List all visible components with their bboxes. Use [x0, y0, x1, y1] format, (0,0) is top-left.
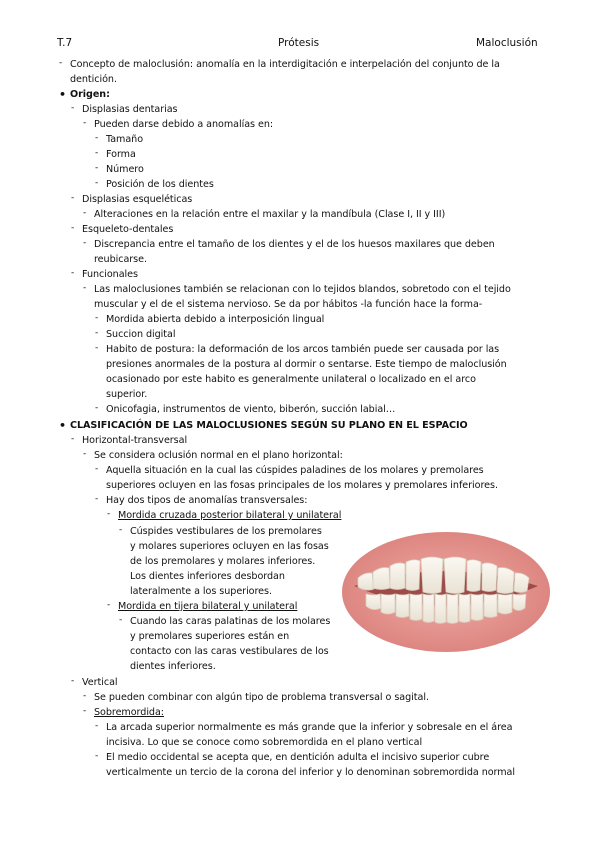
text-line: - Tamaño [106, 132, 143, 147]
subheading-mordida-tijera: - Mordida en tijera bilateral y unilateral [118, 599, 297, 614]
section-heading-origen: • Origen: [70, 87, 110, 102]
text-line: - Cúspides vestibulares de los premolares [130, 524, 322, 539]
text-line: - El medio occidental se acepta que, en dentición adulta el incisivo superior cubre [106, 750, 489, 765]
text-line: - Succion digital [106, 327, 175, 342]
text-line: - Vertical [82, 675, 118, 690]
text-line: - Esqueleto-dentales [82, 222, 173, 237]
text-line: - Cuando las caras palatinas de los molares [130, 614, 330, 629]
text-line: - Habito de postura: la deformación de los arcos también puede ser causada por las [106, 342, 499, 357]
text-line: - Posición de los dientes [106, 177, 214, 192]
text-line: - Mordida abierta debido a interposición lingual [106, 312, 324, 327]
text-line: dientes inferiores. [130, 661, 216, 672]
text-line: - Displasias dentarias [82, 102, 177, 117]
section-heading-clasificacion: • CLASIFICACIÓN DE LAS MALOCLUSIONES SEGÚN SU PLANO EN EL ESPACIO [70, 418, 468, 433]
text-line: verticalmente un tercio de la corona del inferior y lo denominan sobremordida normal [106, 767, 516, 778]
subheading-sobremordida: - Sobremordida: [94, 705, 164, 720]
text-line: superiores ocluyen en las fosas principales de los molares y premolares inferiores. [106, 480, 498, 491]
header-center: Prótesis [278, 37, 320, 49]
text-line: y premolares superiores están en [130, 631, 290, 642]
text-line: superior. [106, 389, 148, 400]
text-line: - Las maloclusiones también se relacionan con lo tejidos blandos, sobretodo con el tejido [94, 282, 511, 297]
text-line: ocasionado por este habito es generalmente unilateral o localizado en el arco [106, 374, 476, 385]
text-line: - Forma [106, 147, 136, 162]
text-line: dentición. [70, 74, 117, 85]
dental-occlusion-photo [340, 526, 552, 658]
text-line: - Número [106, 162, 144, 177]
text-line: - Hay dos tipos de anomalías transversales: [106, 493, 307, 508]
header-right: Maloclusión [476, 37, 538, 49]
text-line: - Funcionales [82, 267, 138, 282]
text-line: - Se considera oclusión normal en el plano horizontal: [94, 448, 343, 463]
subheading-mordida-cruzada: - Mordida cruzada posterior bilateral y unilateral [118, 508, 341, 523]
text-line: - Aquella situación en la cual las cúspides paladines de los molares y premolares [106, 463, 484, 478]
text-line: - Horizontal-transversal [82, 433, 187, 448]
text-line: - Displasias esqueléticas [82, 192, 192, 207]
text-line: lateralmente a los superiores. [130, 586, 272, 597]
header-left: T.7 [57, 37, 73, 49]
text-line: de los premolares y molares inferiores. [130, 556, 316, 567]
text-line: - La arcada superior normalmente es más grande que la inferior y sobresale en el área [106, 720, 512, 735]
text-line: presiones anormales de la postura al dormir o sentarse. Este tiempo de maloclusión [106, 359, 507, 370]
text-line: - Concepto de maloclusión: anomalía en la interdigitación e interpelación del conjunto de la [70, 57, 500, 72]
text-line: - Se pueden combinar con algún tipo de problema transversal o sagital. [94, 690, 429, 705]
text-line: muscular y el de el sistema nervioso. Se da por hábitos -la función hace la forma- [94, 299, 483, 310]
text-line: Los dientes inferiores desbordan [130, 571, 285, 582]
text-line: y molares superiores ocluyen en las fosas [130, 541, 329, 552]
text-line: - Discrepancia entre el tamaño de los dientes y el de los huesos maxilares que deben [94, 237, 495, 252]
text-line: - Alteraciones en la relación entre el maxilar y la mandíbula (Clase I, II y III) [94, 207, 445, 222]
text-line: reubicarse. [94, 254, 147, 265]
text-line: incisiva. Lo que se conoce como sobremordida en el plano vertical [106, 737, 423, 748]
text-line: - Pueden darse debido a anomalías en: [94, 117, 273, 132]
text-line: contacto con las caras vestibulares de los [130, 646, 329, 657]
text-line: - Onicofagia, instrumentos de viento, biberón, succión labial… [106, 402, 395, 417]
